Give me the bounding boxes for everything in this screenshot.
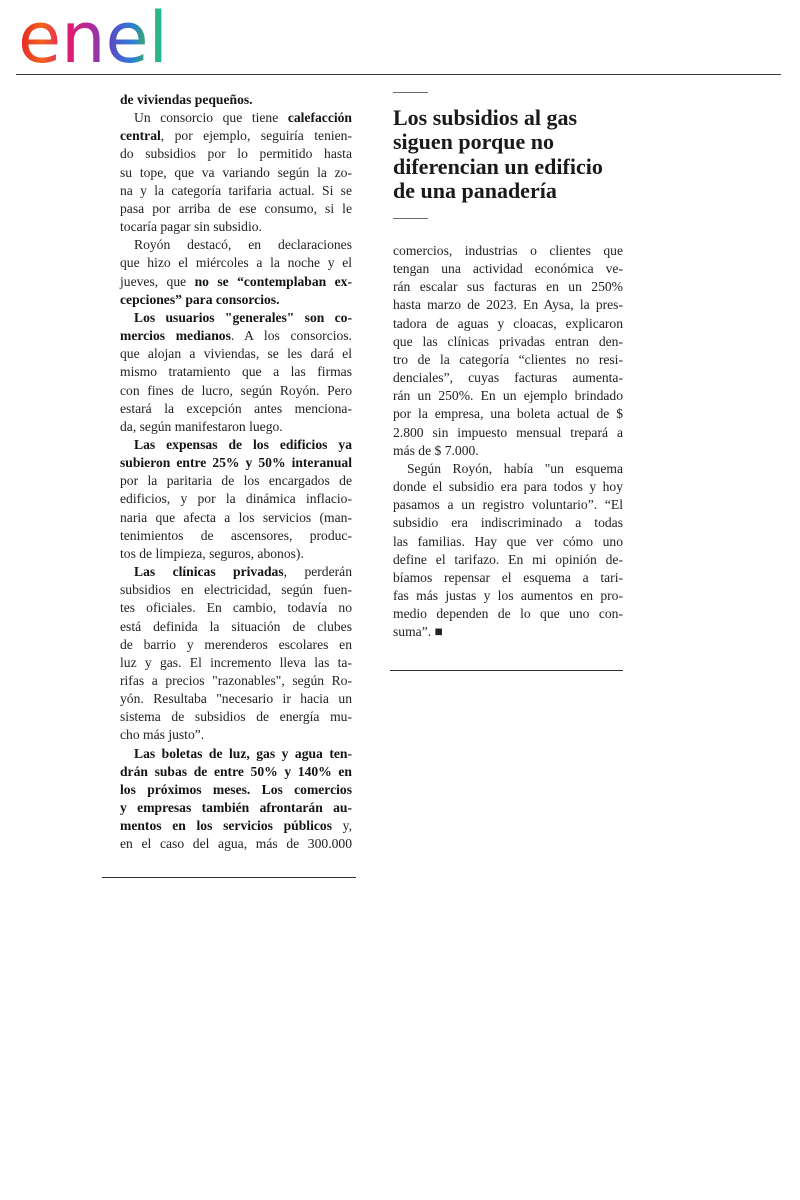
text-run: está definida la situación de clubes xyxy=(120,618,352,634)
paragraph xyxy=(120,745,352,854)
paragraph xyxy=(120,236,352,309)
text-line xyxy=(120,164,352,182)
text-run: pasa por arriba de ese consumo, si le xyxy=(120,200,352,216)
text-line xyxy=(120,654,352,672)
text-run: por la empresa, una boleta actual de $ xyxy=(393,406,623,422)
text-run: tengan una actividad económica ve- xyxy=(393,261,623,277)
text-run: por la paritaria de los encargados de xyxy=(120,473,352,489)
bold-text-run: Los usuarios "generales" son co- xyxy=(134,309,352,325)
text-line xyxy=(120,109,352,127)
text-line xyxy=(393,605,623,623)
text-run: tos de limpieza, seguros, abonos). xyxy=(120,545,304,561)
text-run: tocaría pagar sin subsidio. xyxy=(120,219,262,235)
text-run: su tope, que va variando según la zo- xyxy=(120,164,352,180)
article-headline xyxy=(393,106,625,204)
text-line xyxy=(393,569,623,587)
text-line xyxy=(393,242,623,260)
bold-text-run: central xyxy=(120,128,161,144)
article-left-column xyxy=(120,91,352,854)
text-run: que hizo el miércoles a la noche y el xyxy=(120,255,352,271)
text-line xyxy=(393,333,623,351)
paragraph xyxy=(393,460,623,642)
text-line xyxy=(120,509,352,527)
text-line xyxy=(120,218,352,236)
text-line xyxy=(393,387,623,405)
bold-text-run: calefacción xyxy=(287,110,352,126)
text-run: hasta marzo de 2023. En Aysa, la pres- xyxy=(393,297,623,313)
text-line xyxy=(393,623,623,641)
text-run: define el tarifazo. En mi opinión de- xyxy=(393,551,623,567)
text-run: sistema de subsidios de energía mu- xyxy=(120,709,352,725)
article-right-column xyxy=(393,242,623,641)
headline-line: Los subsidios al gas xyxy=(393,105,578,130)
text-line xyxy=(120,690,352,708)
text-run: 2.800 sin impuesto mensual trepará a xyxy=(393,424,623,440)
text-line xyxy=(120,563,352,581)
bold-text-run: mentos en los servicios públicos xyxy=(120,818,332,834)
text-line xyxy=(120,763,352,781)
text-run: Según Royón, había "un esquema xyxy=(407,460,623,476)
text-run: subsidios en electricidad, según fuen- xyxy=(120,582,352,598)
text-run: tro de la categoría “clientes no resi- xyxy=(393,351,623,367)
text-run: estará la excepción antes menciona- xyxy=(120,400,352,416)
text-line xyxy=(393,514,623,532)
bold-text-run: mercios medianos xyxy=(120,328,231,344)
text-line xyxy=(393,315,623,333)
text-line xyxy=(393,424,623,442)
text-line xyxy=(393,551,623,569)
text-line xyxy=(120,291,352,309)
text-run: Royón destacó, en declaraciones xyxy=(134,237,352,253)
paragraph xyxy=(120,563,352,745)
headline-top-rule xyxy=(393,92,428,93)
bold-text-run: los próximos meses. Los comercios xyxy=(120,781,352,797)
text-line xyxy=(120,545,352,563)
text-run: fas más justas y los aumentos en pro- xyxy=(393,587,623,603)
text-run: naria que afecta a los servicios (man- xyxy=(120,509,352,525)
left-column-end-rule xyxy=(102,877,356,878)
text-line xyxy=(120,254,352,272)
text-line xyxy=(393,442,623,460)
text-line xyxy=(120,781,352,799)
paragraph xyxy=(120,309,352,436)
text-line xyxy=(120,400,352,418)
text-line xyxy=(120,618,352,636)
text-run: rifas a precios "razonables", según Ro- xyxy=(120,673,352,688)
text-run: las familias. Hay que ver cómo uno xyxy=(393,533,623,549)
text-run: con fines de lucro, según Royón. Pero xyxy=(120,382,352,398)
text-run: y, xyxy=(331,818,352,834)
bold-text-run: de viviendas pequeños. xyxy=(120,92,253,107)
text-run: rán un 250%. En un ejemplo brindado xyxy=(393,388,623,404)
text-line xyxy=(120,835,352,853)
text-line xyxy=(120,345,352,363)
text-line xyxy=(120,327,352,345)
text-line xyxy=(120,672,352,690)
text-line xyxy=(120,472,352,490)
text-run: do subsidios por lo permitido hasta xyxy=(120,146,352,162)
text-line xyxy=(120,382,352,400)
text-line xyxy=(120,527,352,545)
text-line xyxy=(120,490,352,508)
text-line xyxy=(120,182,352,200)
enel-logo-lettering: enel xyxy=(18,0,168,70)
text-run: que alojan a viviendas, se les dará el xyxy=(120,346,352,362)
paragraph xyxy=(120,436,352,563)
bold-text-run: Las clínicas privadas xyxy=(134,564,284,580)
text-run: jueves, que xyxy=(120,273,195,289)
text-line xyxy=(120,200,352,218)
text-line xyxy=(120,817,352,835)
headline-bottom-rule xyxy=(393,218,428,219)
text-line xyxy=(120,726,352,744)
text-line xyxy=(393,296,623,314)
text-line xyxy=(393,587,623,605)
text-run: subsidio era indiscriminado a todas xyxy=(393,515,623,531)
text-line xyxy=(120,745,352,763)
text-run: rán escalar sus facturas en un 250% xyxy=(393,279,623,295)
text-line xyxy=(120,454,352,472)
text-line xyxy=(120,799,352,817)
text-run: yón. Resultaba "necesario ir hacia un xyxy=(120,691,352,707)
text-line xyxy=(393,478,623,496)
text-line xyxy=(393,533,623,551)
text-run: , perderán xyxy=(283,564,352,580)
text-run: comercios, industrias o clientes que xyxy=(393,243,623,258)
text-line xyxy=(393,278,623,296)
text-run: tes oficiales. En cambio, todavía no xyxy=(120,600,352,616)
text-run: da, según manifestaron luego. xyxy=(120,418,283,434)
text-line xyxy=(120,363,352,381)
paragraph xyxy=(120,91,352,109)
headline-line: diferencian un edificio xyxy=(393,153,603,179)
right-column-end-rule xyxy=(390,670,623,671)
text-run: de barrio y merenderos escolares en xyxy=(120,636,352,652)
text-line xyxy=(393,260,623,278)
bold-text-run: cepciones” para consorcios. xyxy=(120,291,280,307)
enel-logo xyxy=(14,0,174,70)
text-line xyxy=(393,369,623,387)
bold-text-run: Las expensas de los edificios ya xyxy=(134,436,352,452)
text-line xyxy=(120,145,352,163)
text-run: na y la categoría tarifaria actual. Si se xyxy=(120,182,352,198)
bold-text-run: drán subas de entre 50% y 140% en xyxy=(120,763,352,779)
text-run: bíamos repensar el esquema a tari- xyxy=(393,569,623,585)
paragraph xyxy=(120,109,352,236)
text-line xyxy=(120,127,352,145)
text-run: . A los consorcios. xyxy=(230,328,352,344)
text-line xyxy=(120,309,352,327)
text-run: medio dependen de lo que uno con- xyxy=(393,606,623,622)
text-line xyxy=(120,581,352,599)
headline-line: siguen porque no xyxy=(393,129,554,155)
text-run: , por ejemplo, seguiría tenien- xyxy=(160,128,352,144)
text-run: tenimientos de ascensores, produc- xyxy=(120,527,352,543)
text-line xyxy=(120,708,352,726)
bold-text-run: subieron entre 25% y 50% interanual xyxy=(120,455,352,471)
bold-text-run: no se “contemplaban ex- xyxy=(194,273,352,289)
text-run: Un consorcio que tiene xyxy=(134,110,288,126)
text-line xyxy=(393,496,623,514)
headline-line: de una panadería xyxy=(393,178,557,204)
text-line xyxy=(120,599,352,617)
text-line xyxy=(120,436,352,454)
bold-text-run: Las boletas de luz, gas y agua ten- xyxy=(134,745,352,761)
text-run: pasamos a un registro voluntario”. “El xyxy=(393,497,623,513)
text-run: mismo tratamiento que a las firmas xyxy=(120,364,352,380)
text-run: donde el subsidio era para todos y hoy xyxy=(393,479,623,495)
text-line xyxy=(120,91,352,109)
text-line xyxy=(393,405,623,423)
text-run: tadora de aguas y cloacas, explicaron xyxy=(393,315,623,331)
header-rule xyxy=(16,74,781,75)
text-line xyxy=(120,236,352,254)
text-line xyxy=(120,418,352,436)
text-line xyxy=(393,460,623,478)
paragraph xyxy=(393,242,623,460)
text-run: suma”. ■ xyxy=(393,624,443,640)
text-run: edificios, y por la dinámica inflacio- xyxy=(120,491,352,507)
text-run: cho más justo”. xyxy=(120,727,205,743)
text-line xyxy=(393,351,623,369)
text-run: denciales”, cuyas facturas aumenta- xyxy=(393,370,623,386)
bold-text-run: y empresas también afrontarán au- xyxy=(120,800,352,816)
text-line xyxy=(120,273,352,291)
text-run: más de $ 7.000. xyxy=(393,442,479,458)
text-run: que las clínicas privadas entran den- xyxy=(393,333,623,349)
text-run: en el caso del agua, más de 300.000 xyxy=(120,836,352,852)
text-run: luz y gas. El incremento lleva las ta- xyxy=(120,654,352,670)
text-line xyxy=(120,636,352,654)
